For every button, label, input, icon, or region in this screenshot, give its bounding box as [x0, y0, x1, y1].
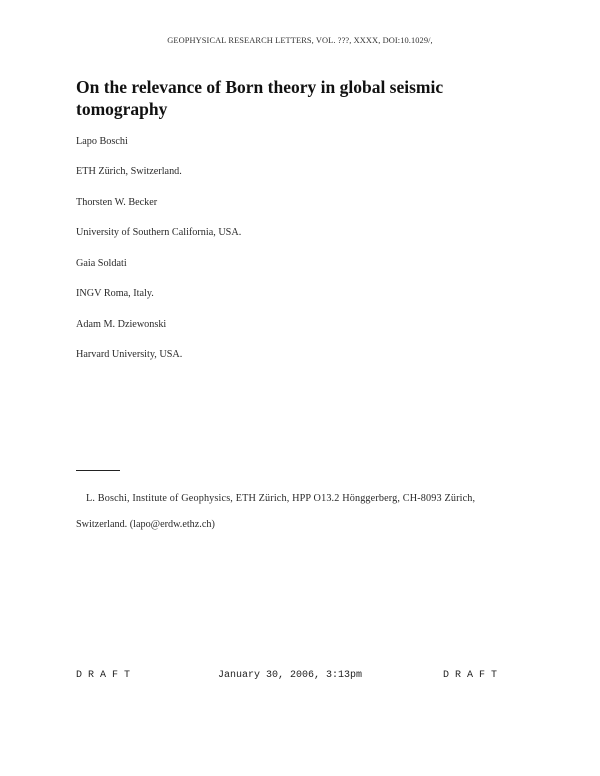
paper-title: On the relevance of Born theory in global seismic tomography	[76, 77, 444, 119]
author-affiliation: Harvard University, USA.	[76, 349, 183, 360]
author-name: Gaia Soldati	[76, 258, 127, 269]
author-name: Lapo Boschi	[76, 136, 128, 147]
author-affiliation: University of Southern California, USA.	[76, 227, 242, 238]
author-affiliation: INGV Roma, Italy.	[76, 288, 154, 299]
footnote-line-1: L. Boschi, Institute of Geophysics, ETH Zürich, HPP O13.2 Hönggerberg, CH-8093 Zürich,	[86, 493, 476, 504]
footer-draft-left: D R A F T	[76, 670, 131, 681]
author-name: Thorsten W. Becker	[76, 197, 158, 208]
running-head: GEOPHYSICAL RESEARCH LETTERS, VOL. ???, XXXX, DOI:10.1029/,	[167, 36, 433, 45]
author-name: Adam M. Dziewonski	[76, 319, 167, 330]
footnote-rule	[76, 470, 120, 471]
author-affiliation: ETH Zürich, Switzerland.	[76, 166, 182, 177]
footnote-line-2: Switzerland. (lapo@erdw.ethz.ch)	[76, 519, 215, 530]
footer-date: January 30, 2006, 3:13pm	[218, 670, 363, 681]
footer-draft-right: D R A F T	[443, 670, 498, 681]
